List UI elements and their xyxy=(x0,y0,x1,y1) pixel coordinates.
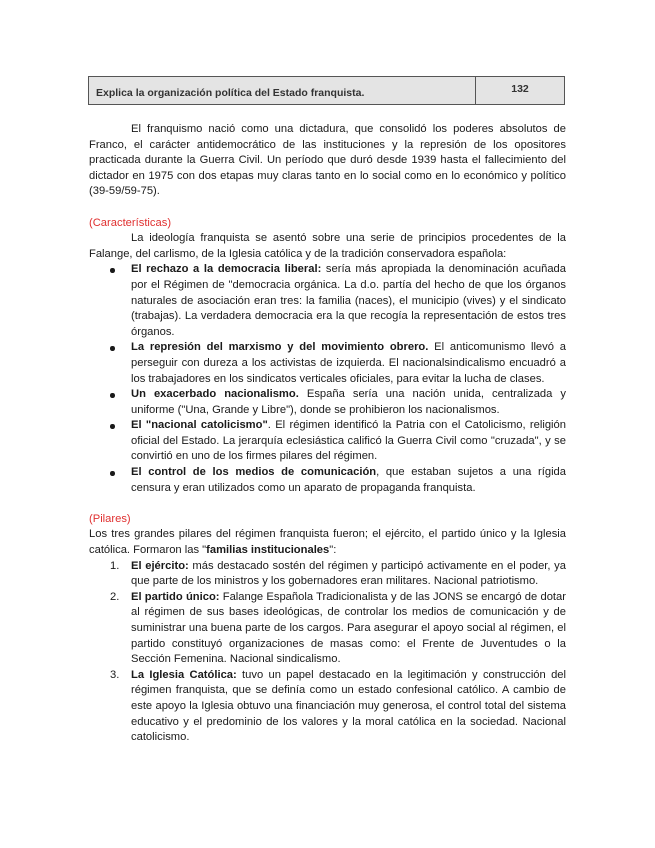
caracteristicas-heading: (Características) xyxy=(89,216,172,229)
question-title: Explica la organización política del Estado franquista. xyxy=(89,77,476,104)
question-header xyxy=(88,76,565,105)
item-text: sería más apropiada la denominación acuñada por el Régimen de "democracia orgánica. La d.o. partía del hecho de que los órganos naturales de asociación eran tres: la familia (naces), el municipio (vives) y el sindicato (trabajas). La verdadera democracia era la que recogía la representación de estos tres órganos. xyxy=(131,263,566,338)
bullet-icon xyxy=(110,393,115,398)
list-item xyxy=(89,340,566,387)
caracteristicas-list xyxy=(89,262,566,496)
item-text: Falange Española Tradicionalista y de las JONS se encargó de dotar al régimen de sus bases ideológicas, de controlar los medios de comunicación y de suministrar una buena parte de los cargos. Para asegurar el apoyo social al régimen, el partido constituyó organizaciones de masas como: el Frente de Juventudes o la Sección Femenina. Nacional sindicalismo. xyxy=(131,590,566,666)
bullet-icon xyxy=(110,346,115,351)
item-text: , que estaban sujetos a una rígida censura y eran utilizados como un aparato de propaganda franquista. xyxy=(131,466,567,494)
document-body xyxy=(89,122,566,746)
item-bold: El "nacional catolicismo" xyxy=(131,419,268,432)
bullet-icon xyxy=(110,268,115,273)
item-number: 1. xyxy=(110,559,120,572)
item-text: tuvo un papel destacado en la legitimación y construcción del régimen franquista, que se definía como un estado confesional católico. A cambio de este apoyo la Iglesia obtuvo una financiación muy generosa, el control total del sistema educativo y el predominio de los valores y la moral católica en la sociedad. Nacional catolicismo. xyxy=(131,668,566,744)
item-text: . El régimen identificó la Patria con el Catolicismo, religión oficial del Estado. La jerarquía eclesiástica calificó la Guerra Civil como "cruzada", y se convirtió en uno de los firmes pilares del régimen. xyxy=(131,419,566,463)
item-bold: El ejército: xyxy=(131,559,189,572)
intro-paragraph: El franquismo nació como una dictadura, que consolidó los poderes absolutos de Franco, el carácter antidemocrático de las instituciones y la represión de los opositores practicada durante la Guerra Civil. Un período que duró desde 1939 hasta el fallecimiento del dictador en 1975 con dos etapas muy claras tanto en lo social como en lo económico y político (39-59/59-75). xyxy=(89,123,566,198)
item-number: 3. xyxy=(110,668,120,681)
item-text: España sería una nación unida, centralizada y uniforme ("Una, Grande y Libre"), donde se prohibieron los nacionalismos. xyxy=(131,388,567,416)
item-bold: La Iglesia Católica: xyxy=(131,668,237,681)
list-item xyxy=(89,387,566,418)
list-item xyxy=(89,465,566,496)
caracteristicas-lead: La ideología franquista se asentó sobre una serie de principios procedentes de la Falange, del carlismo, de la Iglesia católica y de la tradición conservadora española: xyxy=(89,232,566,260)
bullet-icon xyxy=(110,471,115,476)
list-item xyxy=(89,418,566,465)
item-bold: El partido único: xyxy=(131,590,220,603)
item-bold: El rechazo a la democracia liberal: xyxy=(131,263,322,276)
pilares-heading: (Pilares) xyxy=(89,512,131,525)
question-number: 132 xyxy=(511,83,529,95)
list-item xyxy=(89,262,566,340)
pilares-lead: Los tres grandes pilares del régimen franquista fueron; el ejército, el partido único y la Iglesia católica. Formaron las "familias institucionales": xyxy=(89,528,566,557)
list-item xyxy=(89,590,566,668)
item-bold: La represión del marxismo y del movimiento obrero. xyxy=(131,341,429,354)
item-bold: El control de los medios de comunicación xyxy=(131,466,377,479)
item-bold: Un exacerbado nacionalismo. xyxy=(131,388,299,401)
list-item xyxy=(89,668,566,746)
pilares-list xyxy=(89,559,566,746)
item-number: 2. xyxy=(110,590,120,603)
list-item xyxy=(89,559,566,590)
item-text: El anticomunismo llevó a perseguir con dureza a los activistas de izquierda. El nacionalsindicalismo encuadró a los trabajadores en los sindicatos verticales oficiales, para evitar la lucha de clases. xyxy=(131,341,566,385)
bullet-icon xyxy=(110,424,115,429)
item-text: más destacado sostén del régimen y participó activamente en el poder, ya que parte de los ministros y los gobernadores eran militares. Nacional patriotismo. xyxy=(131,559,566,588)
